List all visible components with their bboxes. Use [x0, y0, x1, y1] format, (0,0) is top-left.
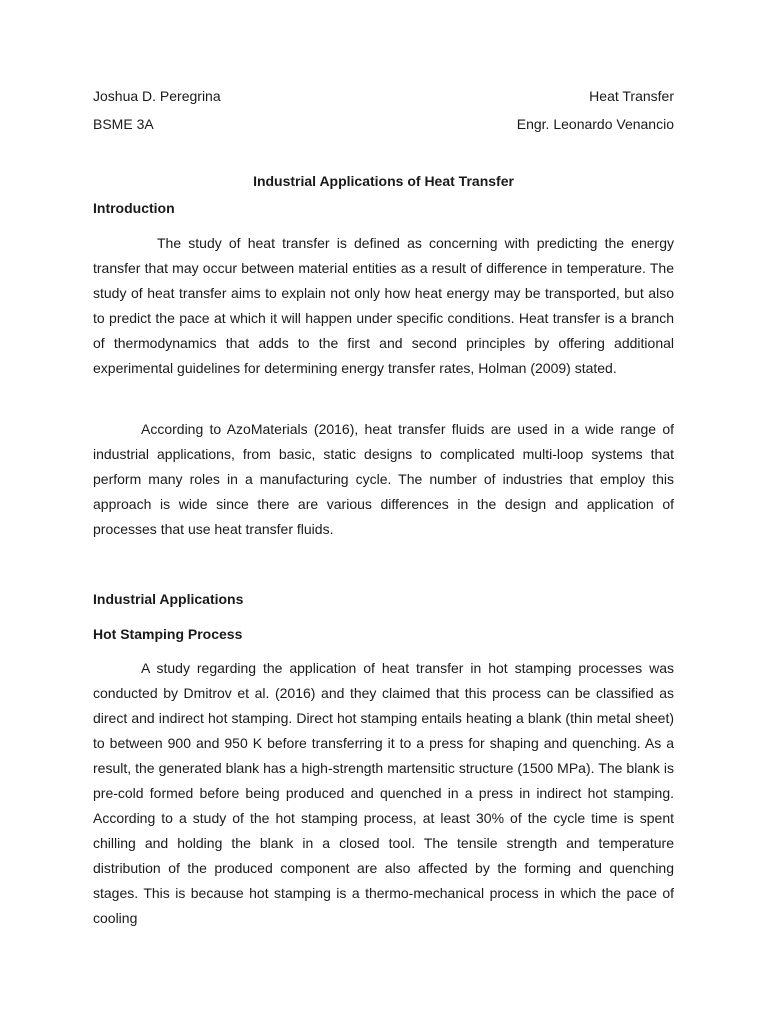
- intro-paragraph-1: The study of heat transfer is defined as concerning with predicting the energy transfer that may occur between material entities as a result of difference in temperature. The study of heat transfer aims to explain not only how heat energy may be transported, but also to predict the pace at which it will happen under specific conditions. Heat transfer is a branch of thermodynamics that adds to the first and second principles by offering additional experimental guidelines for determining energy transfer rates, Holman (2009) stated.: [93, 235, 674, 376]
- document-title: Industrial Applications of Heat Transfer: [253, 173, 514, 189]
- industrial-applications-heading: Industrial Applications: [93, 591, 244, 607]
- course-name: Heat Transfer: [589, 88, 674, 104]
- author-name: Joshua D. Peregrina: [93, 88, 221, 104]
- hot-stamping-paragraph: A study regarding the application of heat transfer in hot stamping processes was conducted by Dmitrov et al. (2016) and they claimed that this process can be classified as direct and indirect hot stamping. Direct hot stamping entails heating a blank (thin metal sheet) to between 900 and 950 K before transferring it to a press for shaping and quenching. As a result, the generated blank has a high-strength martensitic structure (1500 MPa). The blank is pre-cold formed before being produced and quenched in a press in indirect hot stamping. According to a study of the hot stamping process, at least 30% of the cycle time is spent chilling and holding the blank in a closed tool. The tensile strength and temperature distribution of the produced component are also affected by the forming and quenching stages. This is because hot stamping is a thermo-mechanical process in which the pace of cooling: [93, 660, 674, 926]
- intro-paragraph-2: According to AzoMaterials (2016), heat transfer fluids are used in a wide range of industrial applications, from basic, static designs to complicated multi-loop systems that perform many roles in a manufacturing cycle. The number of industries that employ this approach is wide since there are various differences in the design and application of processes that use heat transfer fluids.: [93, 421, 674, 537]
- hot-stamping-heading: Hot Stamping Process: [93, 626, 243, 642]
- header-row-1: [93, 87, 674, 105]
- instructor-name: Engr. Leonardo Venancio: [516, 116, 674, 132]
- introduction-heading: Introduction: [93, 200, 175, 216]
- header-row-2: [93, 115, 674, 133]
- section-name: BSME 3A: [93, 116, 154, 132]
